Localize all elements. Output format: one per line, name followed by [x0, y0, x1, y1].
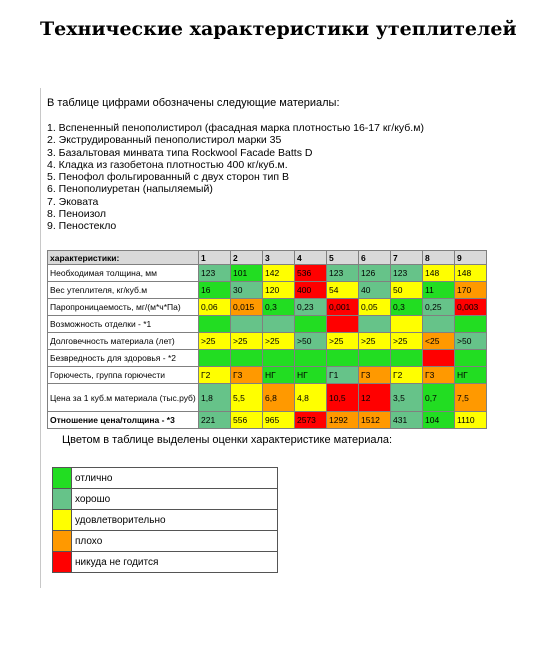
header-cell: 4 — [295, 251, 327, 265]
value-cell — [295, 350, 327, 367]
value-cell: 1110 — [455, 412, 487, 429]
header-cell: 8 — [423, 251, 455, 265]
value-cell: 50 — [391, 282, 423, 299]
row-label: Цена за 1 куб.м материала (тыс.руб) — [48, 384, 199, 412]
table-row — [48, 384, 487, 412]
material-item: 5. Пенофол фольгированный с двух сторон тип В — [47, 171, 289, 184]
legend-swatch — [53, 531, 72, 552]
value-cell: <25 — [423, 333, 455, 350]
row-label: Долговечность материала (лет) — [48, 333, 199, 350]
value-cell — [423, 350, 455, 367]
legend-label: отлично — [72, 468, 278, 489]
color-legend — [52, 467, 278, 573]
header-cell: 2 — [231, 251, 263, 265]
value-cell — [263, 350, 295, 367]
value-cell — [359, 350, 391, 367]
value-cell — [199, 316, 231, 333]
table-row — [48, 333, 487, 350]
value-cell: 123 — [391, 265, 423, 282]
legend-swatch — [53, 510, 72, 531]
value-cell — [327, 316, 359, 333]
material-item: 4. Кладка из газобетона плотностью 400 кг/куб.м. — [47, 158, 288, 171]
legend-label: плохо — [72, 531, 278, 552]
value-cell: 6,8 — [263, 384, 295, 412]
table-row — [48, 412, 487, 429]
value-cell: 123 — [327, 265, 359, 282]
value-cell — [423, 316, 455, 333]
header-cell: 6 — [359, 251, 391, 265]
value-cell: 431 — [391, 412, 423, 429]
value-cell: 556 — [231, 412, 263, 429]
value-cell: НГ — [263, 367, 295, 384]
value-cell: 142 — [263, 265, 295, 282]
value-cell: 0,3 — [391, 299, 423, 316]
table-header-row — [48, 251, 487, 265]
materials-list — [47, 122, 424, 233]
value-cell: 30 — [231, 282, 263, 299]
legend-swatch — [53, 552, 72, 573]
value-cell: Г1 — [327, 367, 359, 384]
legend-label: хорошо — [72, 489, 278, 510]
material-item: 3. Базальтовая минвата типа Rockwool Facade Batts D — [47, 146, 313, 159]
table-row — [48, 316, 487, 333]
value-cell: 40 — [359, 282, 391, 299]
table-row — [48, 299, 487, 316]
page-title: Технические характеристики утеплителей — [40, 18, 517, 40]
value-cell: 0,015 — [231, 299, 263, 316]
characteristics-table — [47, 250, 487, 429]
value-cell — [231, 316, 263, 333]
value-cell: >50 — [455, 333, 487, 350]
legend-swatch — [53, 468, 72, 489]
value-cell: 400 — [295, 282, 327, 299]
value-cell: 1,8 — [199, 384, 231, 412]
header-cell: 1 — [199, 251, 231, 265]
value-cell: 4,8 — [295, 384, 327, 412]
value-cell: >50 — [295, 333, 327, 350]
header-cell: 9 — [455, 251, 487, 265]
value-cell: >25 — [327, 333, 359, 350]
legend-row — [53, 489, 278, 510]
value-cell: 965 — [263, 412, 295, 429]
value-cell — [327, 350, 359, 367]
value-cell — [391, 316, 423, 333]
value-cell — [199, 350, 231, 367]
value-cell: >25 — [199, 333, 231, 350]
value-cell — [455, 316, 487, 333]
value-cell: 148 — [423, 265, 455, 282]
legend-row — [53, 468, 278, 489]
value-cell — [359, 316, 391, 333]
value-cell: 148 — [455, 265, 487, 282]
material-item: 6. Пенополиуретан (напыляемый) — [47, 183, 213, 196]
material-item: 1. Вспененный пенополистирол (фасадная марка плотностью 16-17 кг/куб.м) — [47, 122, 424, 134]
value-cell: 170 — [455, 282, 487, 299]
value-cell: 11 — [423, 282, 455, 299]
header-cell: 3 — [263, 251, 295, 265]
value-cell: 2573 — [295, 412, 327, 429]
value-cell: 104 — [423, 412, 455, 429]
value-cell — [231, 350, 263, 367]
value-cell: 221 — [199, 412, 231, 429]
value-cell: 123 — [199, 265, 231, 282]
value-cell: Г2 — [199, 367, 231, 384]
material-item: 2. Экструдированный пенополистирол марки 35 — [47, 134, 282, 147]
material-item: 9. Пеностекло — [47, 220, 117, 233]
value-cell: 5,5 — [231, 384, 263, 412]
header-cell: 5 — [327, 251, 359, 265]
value-cell: Г2 — [391, 367, 423, 384]
row-label: Безвредность для здоровья - *2 — [48, 350, 199, 367]
content-border — [40, 88, 41, 588]
row-label: Паропроницаемость, мг/(м*ч*Па) — [48, 299, 199, 316]
table-row — [48, 350, 487, 367]
value-cell: 536 — [295, 265, 327, 282]
row-label: Отношение цена/толщина - *3 — [48, 412, 199, 429]
legend-row — [53, 531, 278, 552]
header-cell: 7 — [391, 251, 423, 265]
row-label: Горючесть, группа горючести — [48, 367, 199, 384]
value-cell: >25 — [231, 333, 263, 350]
header-cell: характеристики: — [48, 251, 199, 265]
value-cell: НГ — [455, 367, 487, 384]
materials-intro: В таблице цифрами обозначены следующие материалы: — [47, 97, 340, 109]
value-cell: 12 — [359, 384, 391, 412]
value-cell: Г3 — [423, 367, 455, 384]
value-cell: Г3 — [359, 367, 391, 384]
row-label: Необходимая толщина, мм — [48, 265, 199, 282]
value-cell: 7,5 — [455, 384, 487, 412]
value-cell — [263, 316, 295, 333]
value-cell: 54 — [327, 282, 359, 299]
value-cell: 120 — [263, 282, 295, 299]
value-cell: НГ — [295, 367, 327, 384]
legend-row — [53, 552, 278, 573]
value-cell: >25 — [391, 333, 423, 350]
value-cell: 0,25 — [423, 299, 455, 316]
value-cell — [391, 350, 423, 367]
material-item: 8. Пеноизол — [47, 208, 106, 221]
value-cell: 0,05 — [359, 299, 391, 316]
legend-intro: Цветом в таблице выделены оценки характеристике материала: — [62, 434, 393, 446]
legend-swatch — [53, 489, 72, 510]
value-cell: 1292 — [327, 412, 359, 429]
value-cell: 16 — [199, 282, 231, 299]
value-cell — [295, 316, 327, 333]
legend-row — [53, 510, 278, 531]
value-cell: 0,7 — [423, 384, 455, 412]
value-cell — [455, 350, 487, 367]
value-cell: 0,003 — [455, 299, 487, 316]
row-label: Вес утеплителя, кг/куб.м — [48, 282, 199, 299]
material-item: 7. Эковата — [47, 195, 99, 208]
value-cell: 1512 — [359, 412, 391, 429]
value-cell: 101 — [231, 265, 263, 282]
value-cell: 126 — [359, 265, 391, 282]
value-cell: >25 — [263, 333, 295, 350]
value-cell: 0,3 — [263, 299, 295, 316]
row-label: Возможность отделки - *1 — [48, 316, 199, 333]
table-row — [48, 265, 487, 282]
value-cell: 0,06 — [199, 299, 231, 316]
value-cell: 0,23 — [295, 299, 327, 316]
table-row — [48, 282, 487, 299]
value-cell: 0,001 — [327, 299, 359, 316]
value-cell: 10,5 — [327, 384, 359, 412]
legend-label: никуда не годится — [72, 552, 278, 573]
table-row — [48, 367, 487, 384]
value-cell: Г3 — [231, 367, 263, 384]
value-cell: 3,5 — [391, 384, 423, 412]
legend-label: удовлетворительно — [72, 510, 278, 531]
value-cell: >25 — [359, 333, 391, 350]
